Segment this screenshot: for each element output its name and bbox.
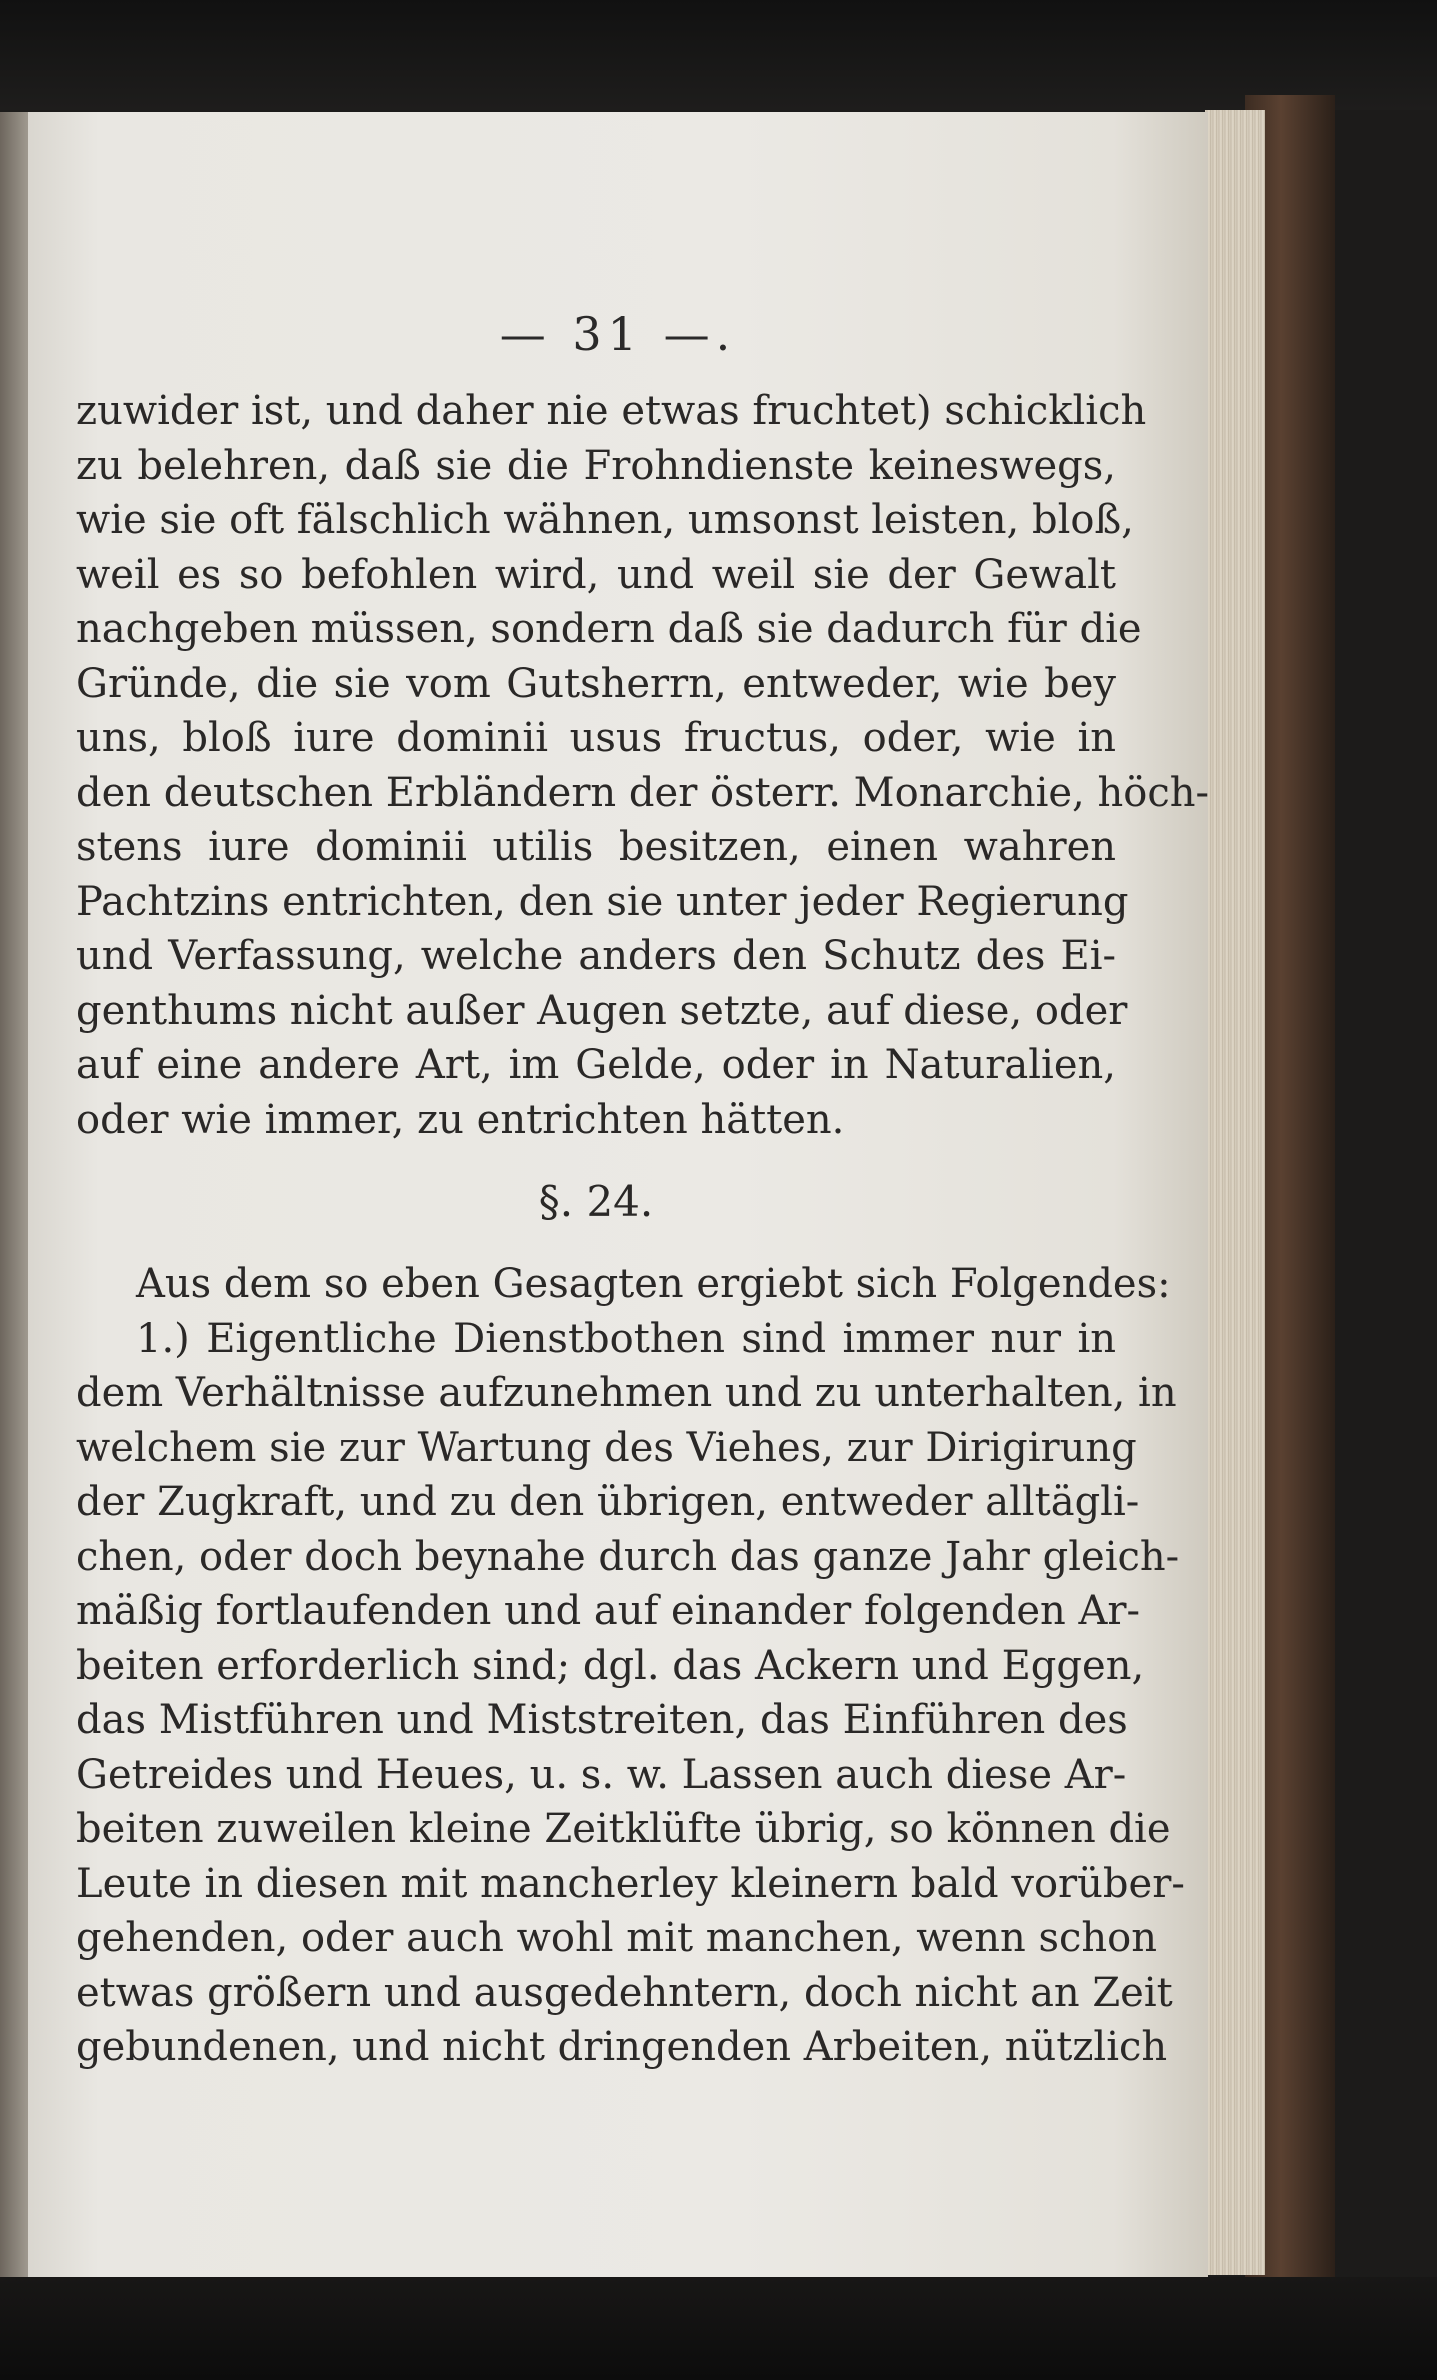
- text-line: dem Verhältnisse aufzunehmen und zu unterhalten, in: [76, 1370, 1177, 1416]
- text-line: beiten zuweilen kleine Zeitklüfte übrig, so können die: [76, 1806, 1171, 1852]
- text-line: gebundenen, und nicht dringenden Arbeiten, nützlich: [76, 2024, 1168, 2070]
- section-heading: §. 24.: [538, 1177, 654, 1226]
- page-number-header: — 31 —.: [499, 307, 737, 361]
- background-dark: [0, 0, 1437, 110]
- text-line: welchem sie zur Wartung des Viehes, zur Dirigirung: [76, 1424, 1137, 1471]
- text-line: das Mistführen und Miststreiten, das Einführen des: [76, 1697, 1128, 1743]
- text-line: zu belehren, daß sie die Frohndienste keineswegs,: [76, 442, 1116, 489]
- text-line: der Zugkraft, und zu den übrigen, entweder alltägli-: [76, 1479, 1140, 1525]
- book-page: [28, 112, 1208, 2277]
- text-line: Getreides und Heues, u. s. w. Lassen auch diese Ar-: [76, 1751, 1127, 1798]
- background-dark-bottom: [0, 2277, 1437, 2380]
- left-page-edge: [0, 112, 30, 2282]
- text-line: den deutschen Erbländern der österr. Monarchie, höch-: [76, 769, 1210, 816]
- text-line: genthums nicht außer Augen setzte, auf diese, oder: [76, 987, 1128, 1034]
- text-line: Gründe, die sie vom Gutsherrn, entweder, wie bey: [76, 660, 1116, 707]
- text-line: uns, bloß iure dominii usus fructus, oder, wie in: [76, 715, 1116, 761]
- text-line: mäßig fortlaufenden und auf einander folgenden Ar-: [76, 1588, 1141, 1634]
- text-line: beiten erforderlich sind; dgl. das Ackern und Eggen,: [76, 1642, 1145, 1689]
- text-line: Pachtzins entrichten, den sie unter jeder Regierung: [76, 878, 1129, 925]
- text-line: stens iure dominii utilis besitzen, einen wahren: [76, 824, 1116, 870]
- text-line: etwas größern und ausgedehntern, doch nicht an Zeit: [76, 1969, 1173, 2016]
- text-line: und Verfassung, welche anders den Schutz des Ei-: [76, 933, 1116, 979]
- text-line: Aus dem so eben Gesagten ergiebt sich Folgendes:: [136, 1261, 1171, 1307]
- text-line: weil es so befohlen wird, und weil sie der Gewalt: [76, 551, 1116, 598]
- text-line: zuwider ist, und daher nie etwas fruchtet) schicklich: [76, 388, 1147, 434]
- text-line: oder wie immer, zu entrichten hätten.: [76, 1096, 845, 1143]
- text-line: nachgeben müssen, sondern daß sie dadurch für die: [76, 606, 1142, 652]
- text-line: chen, oder doch beynahe durch das ganze Jahr gleich-: [76, 1533, 1180, 1580]
- text-line: wie sie oft fälschlich wähnen, umsonst leisten, bloß,: [76, 497, 1134, 543]
- page-edges: [1205, 110, 1265, 2275]
- text-line: Leute in diesen mit mancherley kleinern bald vorüber-: [76, 1860, 1185, 1907]
- text-line: gehenden, oder auch wohl mit manchen, wenn schon: [76, 1915, 1157, 1961]
- body-text: [76, 384, 1210, 2075]
- text-line: 1.) Eigentliche Dienstbothen sind immer nur in: [136, 1315, 1116, 1362]
- text-line: auf eine andere Art, im Gelde, oder in Naturalien,: [76, 1042, 1116, 1088]
